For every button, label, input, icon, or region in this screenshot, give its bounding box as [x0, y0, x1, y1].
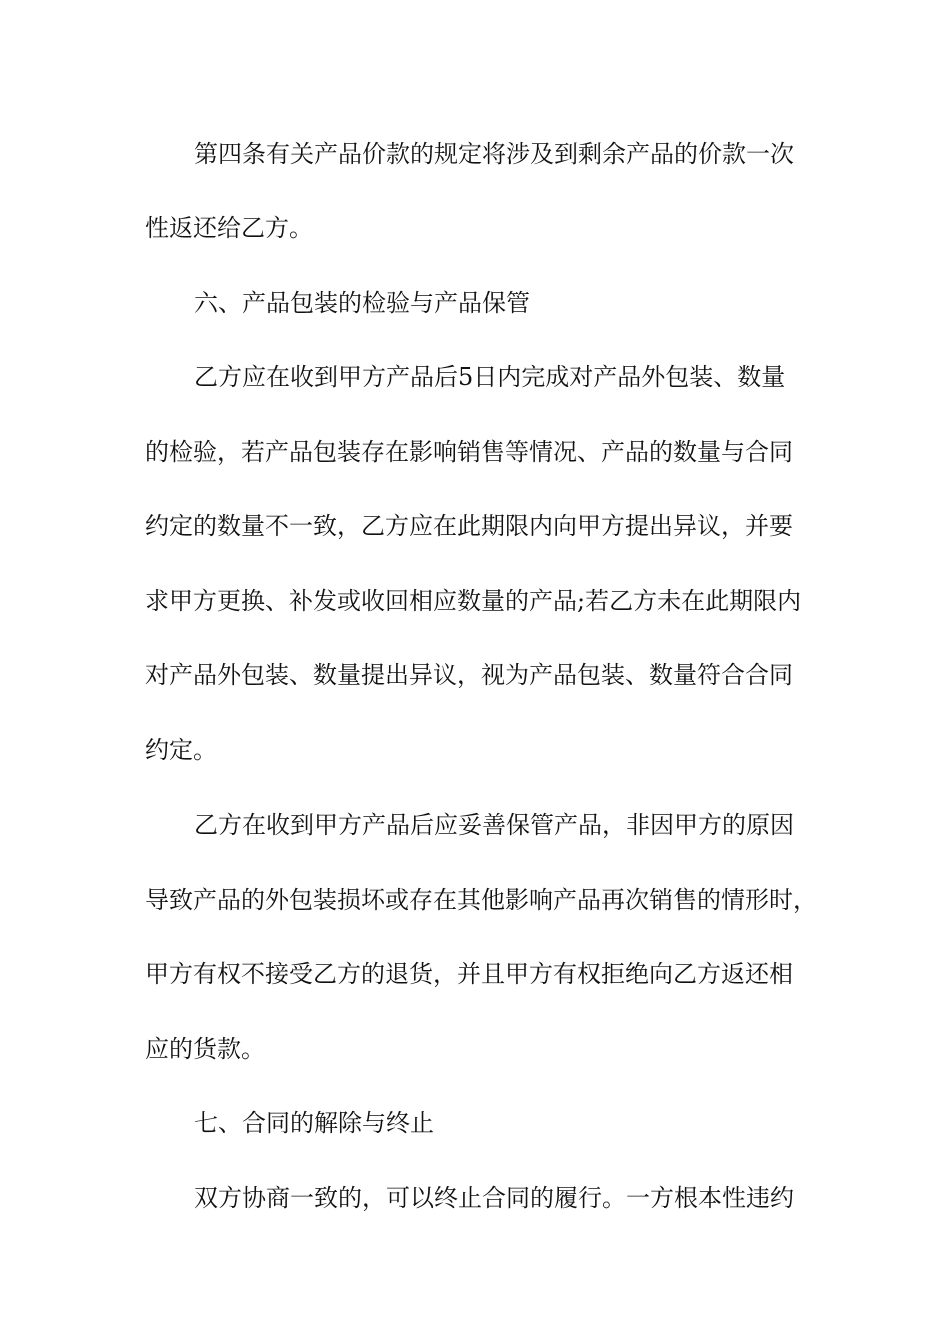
paragraph-line: 求甲方更换、补发或收回相应数量的产品;若乙方未在此期限内 — [145, 587, 802, 615]
paragraph-line: 性返还给乙方。 — [145, 214, 313, 242]
paragraph-line: 约定。 — [145, 736, 217, 764]
section-heading: 六、产品包装的检验与产品保管 — [194, 289, 530, 317]
paragraph-line: 乙方在收到甲方产品后应妥善保管产品，非因甲方的原因 — [194, 811, 794, 839]
paragraph-line: 应的货款。 — [145, 1035, 265, 1063]
paragraph-line: 导致产品的外包装损坏或存在其他影响产品再次销售的情形时， — [145, 886, 817, 914]
paragraph-line: 对产品外包装、数量提出异议，视为产品包装、数量符合合同 — [145, 661, 793, 689]
paragraph-line: 约定的数量不一致，乙方应在此期限内向甲方提出异议，并要 — [145, 512, 793, 540]
paragraph-line: 乙方应在收到甲方产品后5日内完成对产品外包装、数量 — [194, 363, 786, 391]
paragraph-line: 双方协商一致的，可以终止合同的履行。一方根本性违约 — [194, 1184, 794, 1212]
paragraph-line: 甲方有权不接受乙方的退货，并且甲方有权拒绝向乙方返还相 — [145, 960, 793, 988]
paragraph-line: 第四条有关产品价款的规定将涉及到剩余产品的价款一次 — [194, 140, 794, 168]
section-heading: 七、合同的解除与终止 — [194, 1109, 434, 1137]
paragraph-line: 的检验，若产品包装存在影响销售等情况、产品的数量与合同 — [145, 438, 793, 466]
